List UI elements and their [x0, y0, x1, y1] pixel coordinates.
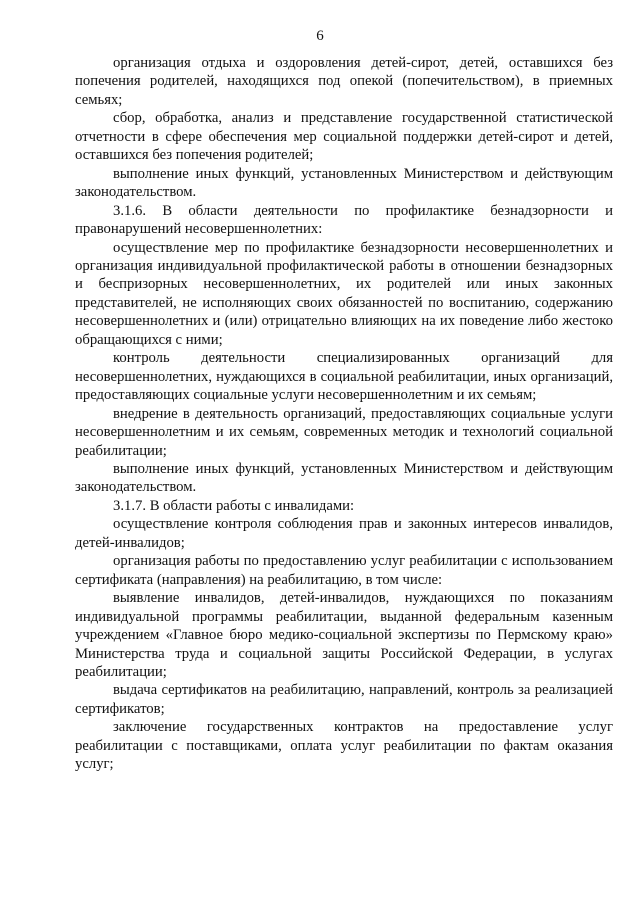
paragraph: выявление инвалидов, детей-инвалидов, нуждающихся по показаниям индивидуальной программы реабилитации, выданной федеральным казенным учреждением «Главное бюро медико-социальной экспертизы по Пермскому краю» Министерства труда и социальной защиты Российской Федерации, в услугах реабилитации;	[75, 590, 613, 680]
paragraph: выдача сертификатов на реабилитацию, направлений, контроль за реализацией сертификатов;	[75, 682, 613, 717]
section-heading: 3.1.6. В области деятельности по профилактике безнадзорности и правонарушений несовершеннолетних:	[75, 202, 613, 238]
paragraph: осуществление мер по профилактике безнадзорности несовершеннолетних и организация индивидуальной профилактической работы в отношении безнадзорных и беспризорных несовершеннолетних, их родителей или иных законных представителей, не исполняющих своих обязанностей по воспитанию, содержанию несовершеннолетних и (или) отрицательно влияющих на их поведение либо жестоко обращающихся с ними;	[75, 239, 613, 348]
paragraph: осуществление контроля соблюдения прав и законных интересов инвалидов, детей-инвалидов;	[75, 516, 613, 551]
paragraph: выполнение иных функций, установленных Министерством и действующим законодательством.	[75, 165, 613, 201]
page-number: 6	[316, 28, 324, 44]
paragraph: контроль деятельности специализированных организаций для несовершеннолетних, нуждающихся в социальной реабилитации, иных организаций, предоставляющих социальные услуги несовершеннолетним и их семьям;	[75, 350, 613, 404]
paragraph: заключение государственных контрактов на предоставление услуг реабилитации с поставщиками, оплата услуг реабилитации по фактам оказания услуг;	[75, 719, 613, 773]
paragraph: выполнение иных функций, установленных Министерством и действующим законодательством.	[75, 460, 613, 496]
paragraph: внедрение в деятельность организаций, предоставляющих социальные услуги несовершеннолетним и их семьям, современных методик и технологий социальной реабилитации;	[75, 405, 613, 459]
paragraph: сбор, обработка, анализ и представление государственной статистической отчетности в сфере обеспечения мер социальной поддержки детей-сирот и детей, оставшихся без попечения родителей;	[75, 110, 613, 164]
section-heading: 3.1.7. В области работы с инвалидами:	[113, 497, 355, 514]
document-body	[75, 54, 613, 774]
paragraph: организация отдыха и оздоровления детей-сирот, детей, оставшихся без попечения родителей, находящихся под опекой (попечительством), в приемных семьях;	[75, 55, 613, 108]
paragraph: организация работы по предоставлению услуг реабилитации с использованием сертификата (направления) на реабилитацию, в том числе:	[75, 553, 613, 588]
